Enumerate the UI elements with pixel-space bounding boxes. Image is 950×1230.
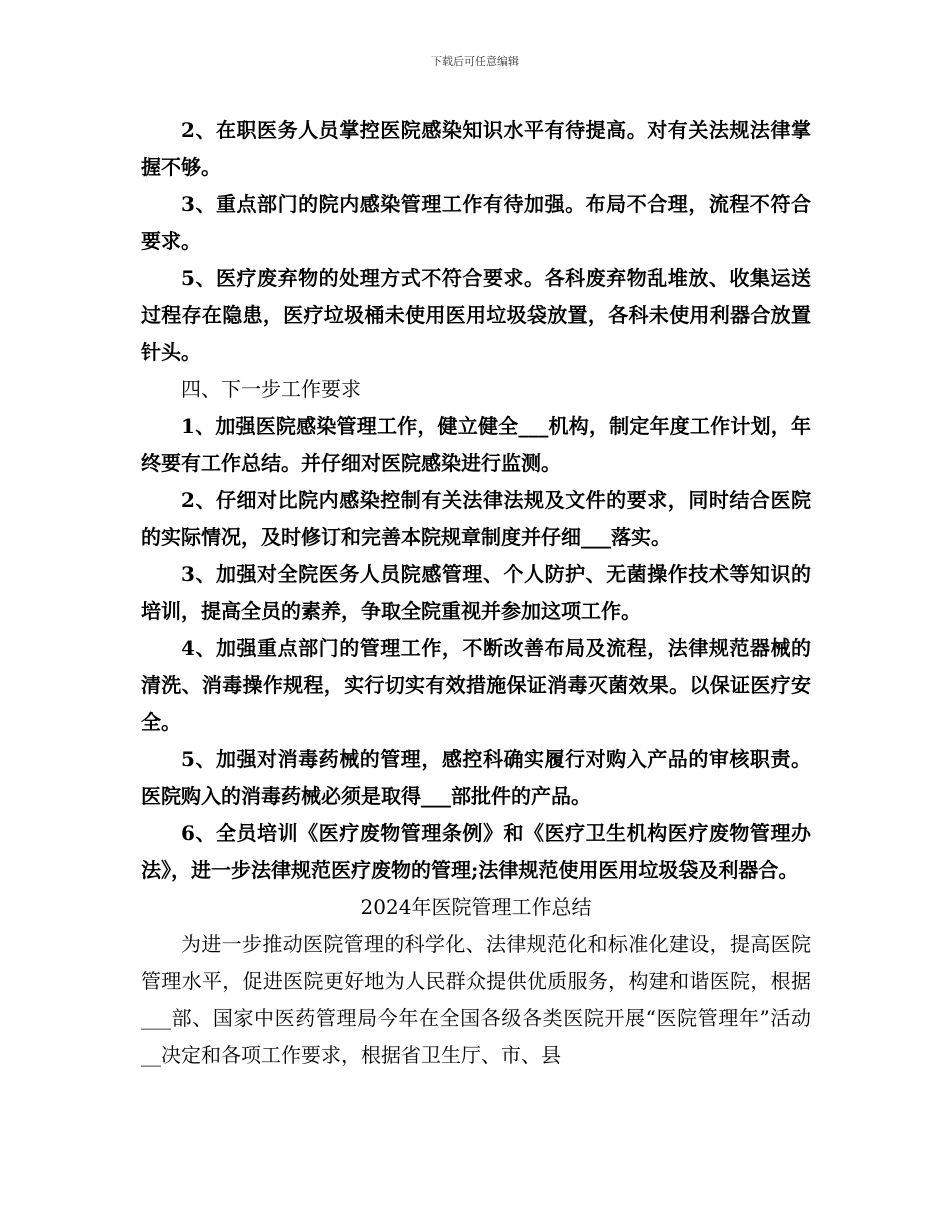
section-heading-next-steps: 四、下一步工作要求 [181, 377, 361, 401]
requirement-item-3: 3、加强对全院医务人员院感管理、个人防护、无菌操作技术等知识的培训，提高全员的素养，争取全院重视并参加这项工作。 [141, 562, 811, 623]
requirement-item-6: 6、全员培训《医疗废物管理条例》和《医疗卫生机构医疗废物管理办法》，进一步法律规范医疗废物的管理;法律规范使用医用垃圾袋及利器合。 [141, 821, 811, 882]
problem-item-3: 3、重点部门的院内感染管理工作有待加强。布局不合理，流程不符合要求。 [141, 192, 811, 253]
document-body [141, 112, 811, 1074]
requirement-item-1: 1、加强医院感染管理工作，健立健全___机构，制定年度工作计划，年终要有工作总结。并仔细对医院感染进行监测。 [141, 414, 811, 475]
summary-intro-paragraph: 为进一步推动医院管理的科学化、法律规范化和标准化建设，提高医院管理水平，促进医院更好地为人民群众提供优质服务，构建和谐医院，根据___部、国家中医药管理局今年在全国各级各类医院开展“医院管理年”活动__决定和各项工作要求，根据省卫生厅、市、县 [141, 932, 811, 1067]
requirement-item-4: 4、加强重点部门的管理工作，不断改善布局及流程，法律规范器械的清洗、消毒操作规程，实行切实有效措施保证消毒灭菌效果。以保证医疗安全。 [141, 636, 811, 734]
requirement-item-5: 5、加强对消毒药械的管理，感控科确实履行对购入产品的审核职责。医院购入的消毒药械必须是取得___部批件的产品。 [141, 747, 811, 808]
summary-title: 2024年医院管理工作总结 [360, 895, 592, 919]
page-header-note: 下载后可任意编辑 [431, 55, 519, 68]
requirement-item-2: 2、仔细对比院内感染控制有关法律法规及文件的要求，同时结合医院的实际情况，及时修订和完善本院规章制度并仔细___落实。 [141, 488, 811, 549]
problem-item-5: 5、医疗废弃物的处理方式不符合要求。各科废弃物乱堆放、收集运送过程存在隐患，医疗垃圾桶未使用医用垃圾袋放置，各科未使用利器合放置针头。 [141, 266, 811, 364]
problem-item-2: 2、在职医务人员掌控医院感染知识水平有待提高。对有关法规法律掌握不够。 [141, 118, 811, 179]
